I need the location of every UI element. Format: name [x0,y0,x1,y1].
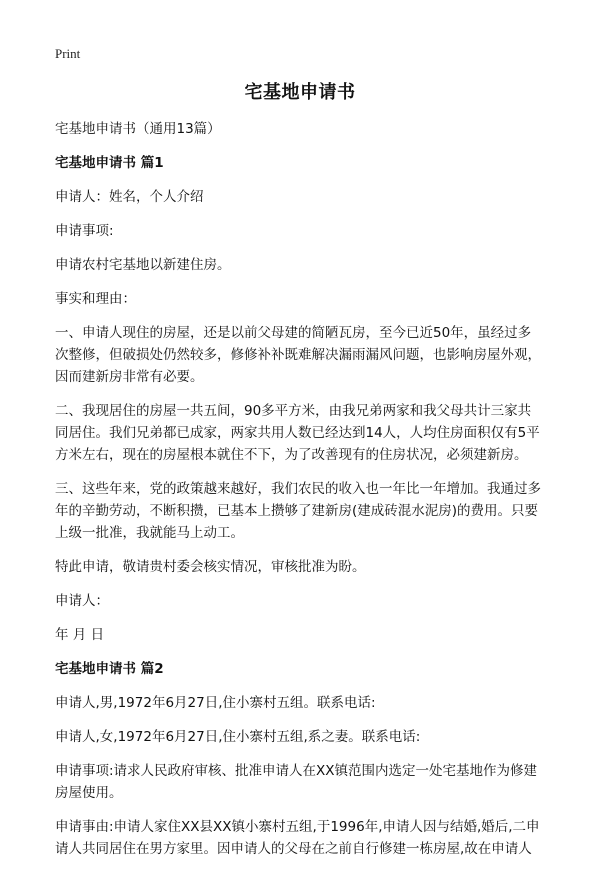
paragraph: 申请人： [55,593,109,609]
print-link[interactable]: Print [55,46,81,61]
document-body [55,118,542,872]
section-2 [55,658,542,860]
paragraph: 申请人,女,1972年6月27日,住小寨村五组,系之妻。联系电话: [55,729,421,745]
paragraph: 申请人,男,1972年6月27日,住小寨村五组。联系电话: [55,695,376,711]
paragraph: 申请事由:申请人家住XX县XX镇小寨村五组,于1996年,申请人因与结婚,婚后,二申请人共同居住在男方家里。因申请人的父母在之前自行修建一栋房屋,故在申请人 [55,819,540,857]
paragraph: 申请事项:请求人民政府审核、批准申请人在XX镇范围内选定一处宅基地作为修建房屋使用。 [55,763,538,801]
paragraph: 二、我现居住的房屋一共五间，90多平方米，由我兄弟两家和我父母共计三家共同居住。我们兄弟都已成家，两家共用人数已经达到14人，人均住房面积仅有5平方米左右，现在的房屋根本就住不下，为了改善现有的住房状况，必须建新房。 [55,403,540,463]
paragraph: 三、这些年来，党的政策越来越好，我们农民的收入也一年比一年增加。我通过多年的辛勤劳动，不断积攒，已基本上攒够了建新房(建成砖混水泥房)的费用。只要上级一批准，我就能马上动工。 [55,481,541,541]
paragraph: 申请事项: [55,223,114,239]
paragraph: 申请人：姓名，个人介绍 [55,189,204,205]
section-heading: 宅基地申请书 篇2 [55,661,164,677]
section-1 [55,152,542,646]
section-heading: 宅基地申请书 篇1 [55,155,164,171]
paragraph: 事实和理由： [55,291,136,307]
paragraph: 特此申请，敬请贵村委会核实情况，审核批准为盼。 [55,559,366,575]
paragraph: 申请农村宅基地以新建住房。 [55,257,231,273]
paragraph: 年 月 日 [55,627,105,643]
paragraph: 一、申请人现住的房屋，还是以前父母建的简陋瓦房，至今已近50年，虽经过多次整修，但破损处仍然较多，修修补补既难解决漏雨漏风问题，也影响房屋外观，因而建新房非常有必要。 [55,325,541,385]
page-title: 宅基地申请书 [244,82,356,103]
document-subtitle: 宅基地申请书（通用13篇） [55,121,221,137]
